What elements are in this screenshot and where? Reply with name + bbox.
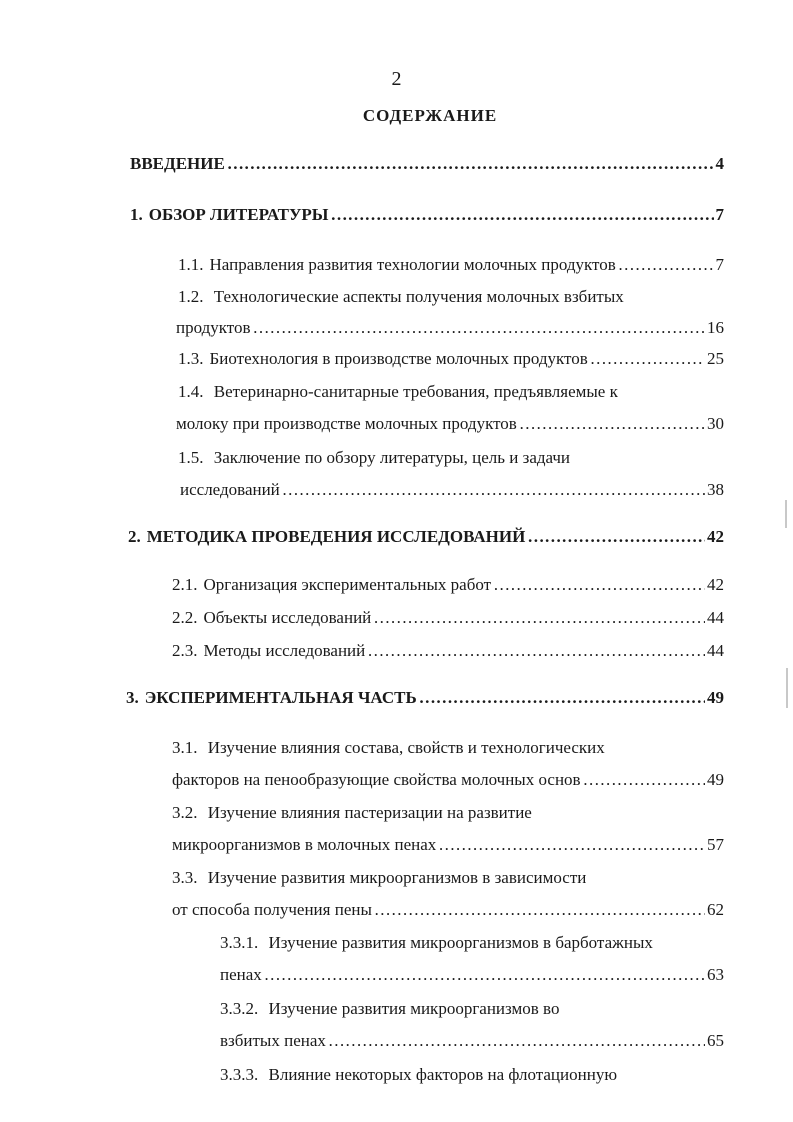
toc-entry-1-3: 1.3. Биотехнология в производстве молочных продуктов ……………………………………………………………………………………………………………………………………………… 25 [178,348,724,370]
toc-entry-3-2-line1: 3.2. Изучение влияния пастеризации на развитие [172,803,532,822]
toc-entry-3-3-1-line2: пенах ……………………………………………………………………………………………………………………………………………… 63 [220,964,724,986]
toc-entry-1: 1. ОБЗОР ЛИТЕРАТУРЫ ……………………………………………………………………………………………………………………………………………… 7 [130,204,724,226]
toc-entry-1-5-line2: исследований ……………………………………………………………………………………………………………………………………………… 38 [180,479,724,501]
leader-dots [583,769,705,791]
toc-entry-2-2: 2.2. Объекты исследований ……………………………………………………………………………………………………………………………………………… 44 [172,607,724,629]
leader-dots [419,687,705,709]
leader-dots [590,348,705,370]
leader-dots [367,640,705,662]
toc-entry-3: 3. ЭКСПЕРИМЕНТАЛЬНАЯ ЧАСТЬ ……………………………………………………………………………………………………………………………………………… 49 [126,687,724,709]
toc-entry-3-3-line1: 3.3. Изучение развития микроорганизмов в зависимости [172,868,587,887]
toc-entry-3-1-line1: 3.1. Изучение влияния состава, свойств и технологических [172,738,605,757]
leader-dots [373,607,705,629]
toc-entry-1-2-line2: продуктов ……………………………………………………………………………………………………………………………………………… 16 [176,317,724,339]
toc-entry-3-3-1-line1: 3.3.1. Изучение развития микроорганизмов в барботажных [220,933,653,952]
toc-entry-3-3-3-line1: 3.3.3. Влияние некоторых факторов на флотационную [220,1065,618,1084]
leader-dots [253,317,705,339]
scan-artifact [785,500,787,528]
leader-dots [264,964,705,986]
toc-entry-3-3-2-line1: 3.3.2. Изучение развития микроорганизмов во [220,999,560,1018]
toc-entry-3-1-line2: факторов на пенообразующие свойства молочных основ ……………………………………………………………………………………………………………………………………………… 49 [172,769,724,791]
leader-dots [328,1030,705,1052]
toc-entry-3-3-2-line2: взбитых пенах ……………………………………………………………………………………………………………………………………………… 65 [220,1030,724,1052]
leader-dots [331,204,714,226]
toc-entry-3-3-line2: от способа получения пены ……………………………………………………………………………………………………………………………………………… 62 [172,899,724,921]
page-title: СОДЕРЖАНИЕ [362,106,498,125]
toc-entry-2: 2. МЕТОДИКА ПРОВЕДЕНИЯ ИССЛЕДОВАНИЙ ……………………………………………………………………………………………………………………………………………… 42 [128,526,724,548]
toc-entry-intro: ВВЕДЕНИЕ ……………………………………………………………………………………………………………………………………………… 4 [130,153,724,175]
toc-entry-1-4-line2: молоку при производстве молочных продуктов ……………………………………………………………………………………………………………………………………………… 30 [176,413,724,435]
leader-dots [527,526,705,548]
leader-dots [282,479,705,501]
toc-entry-2-1: 2.1. Организация экспериментальных работ ……………………………………………………………………………………………………………………………………………… 42 [172,574,724,596]
leader-dots [519,413,705,435]
leader-dots [438,834,705,856]
leader-dots [227,153,714,175]
leader-dots [374,899,705,921]
toc-entry-2-3: 2.3. Методы исследований ……………………………………………………………………………………………………………………………………………… 44 [172,640,724,662]
leader-dots [618,254,714,276]
page-number: 2 [391,68,402,90]
toc-entry-1-5-line1: 1.5. Заключение по обзору литературы, цель и задачи [178,448,571,467]
toc-entry-1-2-line1: 1.2. Технологические аспекты получения молочных взбитых [178,287,624,306]
leader-dots [493,574,705,596]
toc-entry-1-4-line1: 1.4. Ветеринарно-санитарные требования, предъявляемые к [178,382,618,401]
toc-entry-3-2-line2: микроорганизмов в молочных пенах ……………………………………………………………………………………………………………………………………………… 57 [172,834,724,856]
scan-artifact [786,668,788,708]
toc-entry-1-1: 1.1. Направления развития технологии молочных продуктов ……………………………………………………………………………………………………………………………………………… 7 [178,254,724,276]
